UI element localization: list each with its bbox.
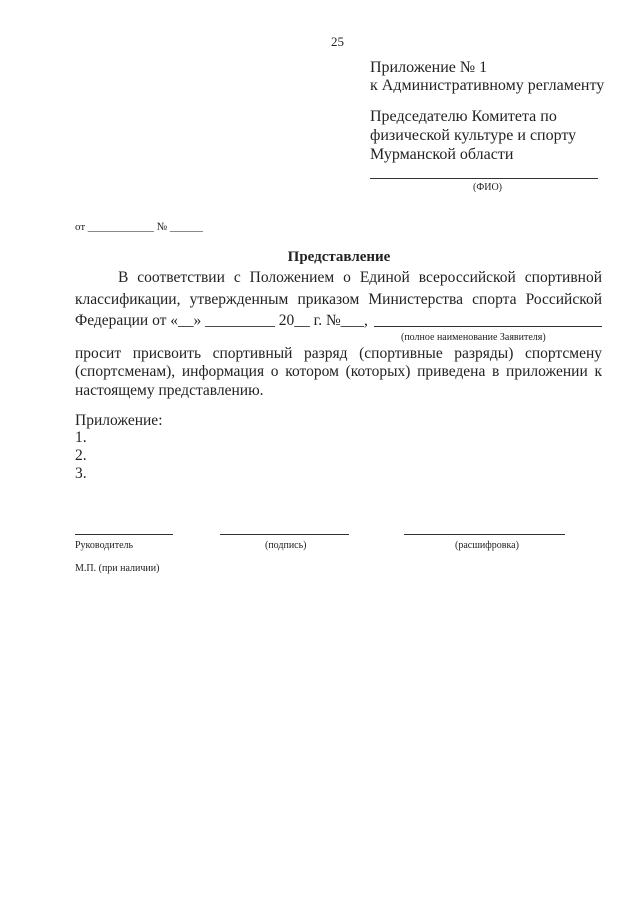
- signature-blank-line: [220, 534, 349, 535]
- applicant-caption: (полное наименование Заявителя): [401, 332, 546, 343]
- page-number: 25: [331, 34, 344, 49]
- appendix-number: Приложение № 1: [370, 59, 488, 76]
- stamp-note: М.П. (при наличии): [75, 563, 160, 574]
- applicant-blank-line: [374, 312, 602, 327]
- body-line: Федерации от «__» _________ 20__ г. №___,: [75, 312, 368, 329]
- body-line: (спортсменам), информация о котором (которых) приведена в приложении к: [75, 363, 602, 380]
- fio-blank-line: [370, 178, 598, 179]
- role-caption: Руководитель: [75, 540, 134, 551]
- body-line: настоящему представлению.: [75, 382, 264, 399]
- appendix-reference: к Административному регламенту: [370, 77, 605, 94]
- attachment-item: 3.: [75, 465, 87, 482]
- attachment-item: 1.: [75, 429, 87, 446]
- fio-caption: (ФИО): [473, 182, 503, 193]
- addressee-line: Председателю Комитета по: [370, 108, 557, 125]
- name-blank-line: [404, 534, 565, 535]
- body-line: просит присвоить спортивный разряд (спортивные разряды) спортсмену: [75, 345, 602, 362]
- body-line: классификации, утвержденным приказом Министерства спорта Российской: [75, 291, 602, 308]
- attachments-label: Приложение:: [75, 412, 163, 429]
- role-blank-line: [75, 534, 173, 535]
- addressee-line: физической культуре и спорту: [370, 127, 577, 144]
- signature-caption: (подпись): [265, 540, 307, 551]
- body-line: В соответствии с Положением о Единой всероссийской спортивной: [118, 269, 602, 286]
- document-title: Представление: [287, 249, 391, 265]
- date-number-line: от ____________ № ______: [75, 221, 203, 233]
- body-line-with-blank: [75, 312, 602, 330]
- addressee-line: Мурманской области: [370, 146, 514, 163]
- attachment-item: 2.: [75, 447, 87, 464]
- name-caption: (расшифровка): [455, 540, 519, 551]
